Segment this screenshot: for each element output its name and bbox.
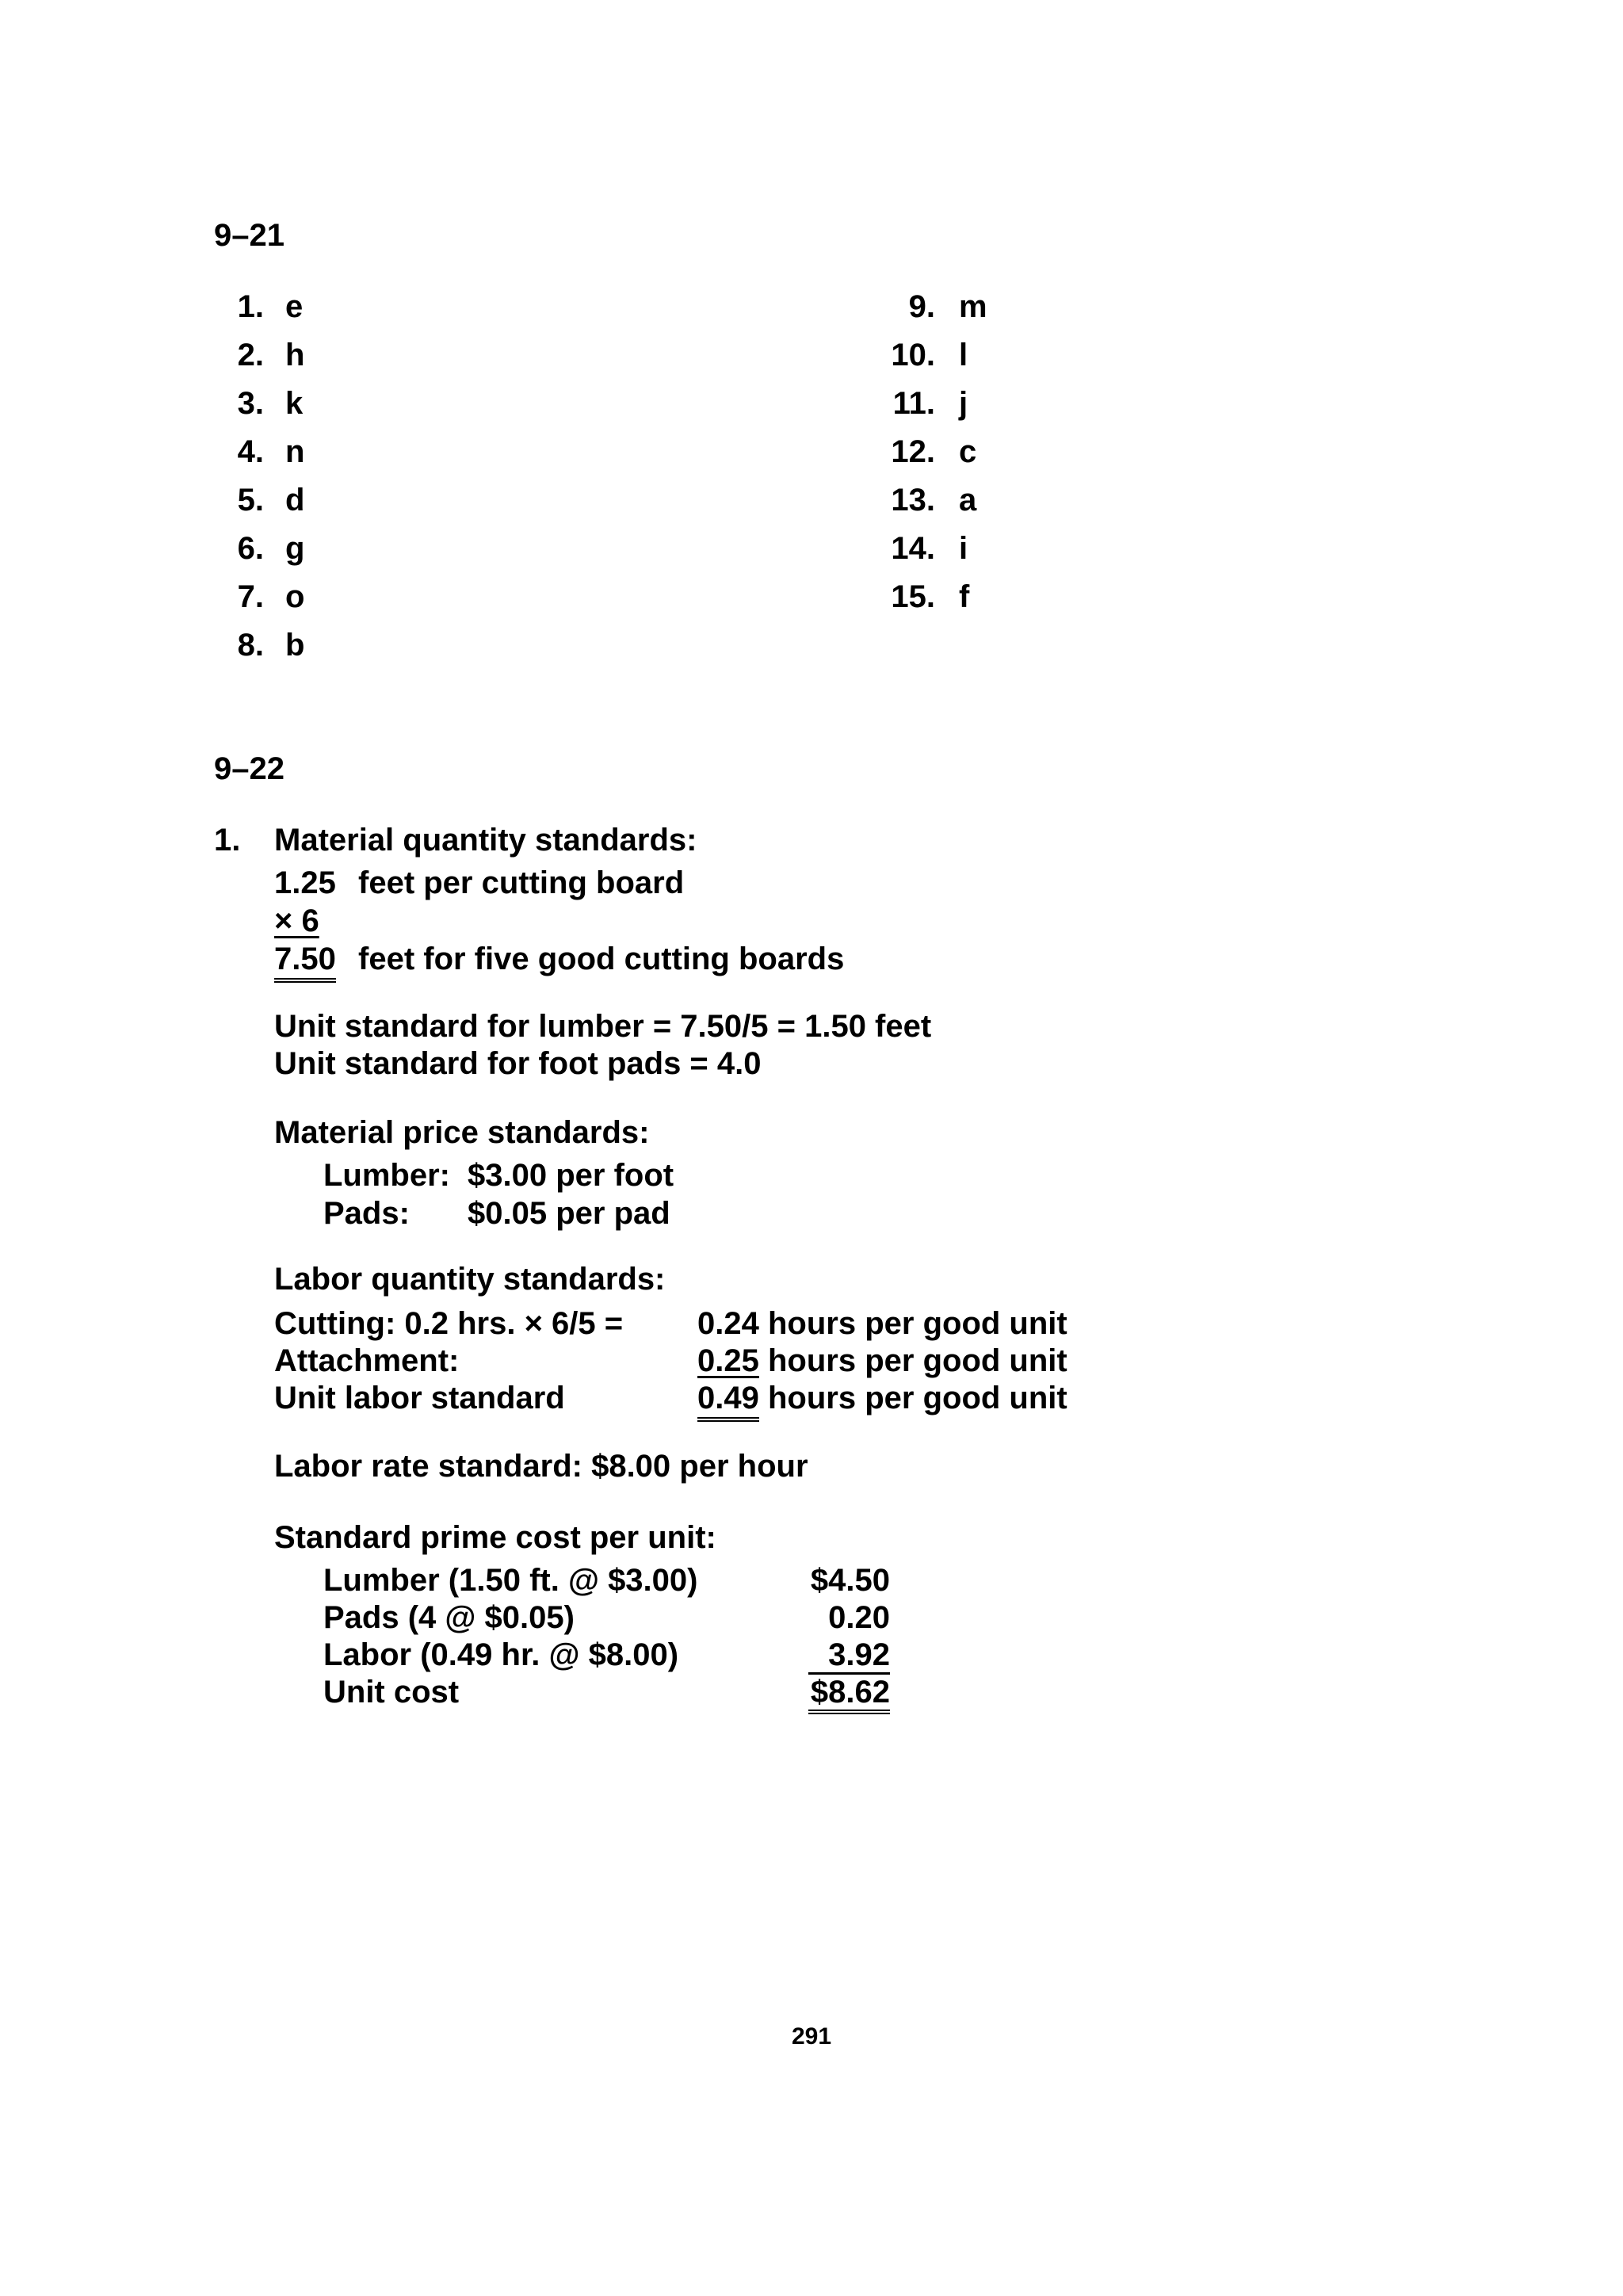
answer-number: 5.: [237, 483, 264, 518]
answer-letter: e: [285, 289, 304, 324]
answer-letter: b: [285, 628, 305, 663]
cost-row-label: Unit cost: [323, 1675, 460, 1710]
calc-line1-text: feet per cutting board: [358, 865, 685, 900]
labor-unit: hours per good unit: [767, 1306, 1067, 1341]
cost-row-value: 3.92: [808, 1639, 890, 1675]
calc-multiplier: × 6: [274, 904, 319, 938]
item-number: 1.: [214, 823, 241, 858]
cost-row-value: $4.50: [810, 1563, 890, 1598]
section-title-9-21: 9–21: [214, 218, 285, 253]
calc-line3-number: [274, 943, 336, 975]
answer-number: 7.: [237, 579, 264, 614]
answer-number: 1.: [237, 289, 264, 324]
unit-cost-total: $8.62: [808, 1676, 890, 1714]
answer-number: 2.: [237, 338, 264, 372]
answer-number: 10.: [891, 338, 935, 372]
cost-row-label: Pads (4 @ $0.05): [323, 1600, 575, 1635]
answer-letter: l: [959, 338, 968, 372]
price-lumber-label: Lumber:: [323, 1158, 450, 1193]
answer-number: 9.: [908, 289, 935, 324]
labor-hours: 0.49: [697, 1381, 759, 1422]
labor-row-label: Attachment:: [274, 1343, 460, 1378]
labor-row-label: Unit labor standard: [274, 1381, 565, 1415]
labor-row-value: [697, 1308, 1067, 1339]
calc-line1-number: 1.25: [274, 865, 336, 900]
answer-letter: d: [285, 483, 305, 518]
labor-row-value: [697, 1382, 1067, 1414]
labor-quantity-heading: Labor quantity standards:: [274, 1262, 666, 1297]
price-pads-value: $0.05 per pad: [468, 1196, 670, 1231]
answer-letter: g: [285, 531, 305, 566]
material-price-heading: Material price standards:: [274, 1115, 650, 1150]
answer-letter: o: [285, 579, 305, 614]
labor-row-label: Cutting: 0.2 hrs. × 6/5 =: [274, 1306, 624, 1341]
answer-letter: n: [285, 434, 305, 469]
answer-letter: h: [285, 338, 305, 372]
answer-letter: f: [959, 579, 970, 614]
answer-letter: j: [959, 386, 968, 421]
answer-letter: c: [959, 434, 977, 469]
section-title-9-22: 9–22: [214, 751, 285, 786]
standard-prime-cost-heading: Standard prime cost per unit:: [274, 1520, 716, 1555]
answer-number: 3.: [237, 386, 264, 421]
price-lumber-value: $3.00 per foot: [468, 1158, 674, 1193]
answer-letter: a: [959, 483, 977, 518]
answer-number: 4.: [237, 434, 264, 469]
material-quantity-heading: Material quantity standards:: [274, 823, 697, 858]
price-pads-label: Pads:: [323, 1196, 410, 1231]
unit-standard-pads: Unit standard for foot pads = 4.0: [274, 1046, 762, 1081]
answer-number: 6.: [237, 531, 264, 566]
calc-line3-text: feet for five good cutting boards: [358, 942, 845, 976]
answer-number: 12.: [891, 434, 935, 469]
cost-row-value: 0.20: [828, 1600, 890, 1635]
cost-row-label: Lumber (1.50 ft. @ $3.00): [323, 1563, 698, 1598]
answer-number: 15.: [891, 579, 935, 614]
page-number: 291: [791, 2023, 832, 2050]
labor-unit: hours per good unit: [767, 1343, 1067, 1378]
labor-rate-standard: Labor rate standard: $8.00 per hour: [274, 1449, 808, 1484]
answer-number: 8.: [237, 628, 264, 663]
answer-number: 13.: [891, 483, 935, 518]
answer-letter: m: [959, 289, 987, 324]
labor-hours: 0.25: [697, 1343, 759, 1378]
calc-result: 7.50: [274, 942, 336, 983]
labor-hours: 0.24: [697, 1306, 759, 1341]
answer-number: 11.: [892, 386, 935, 421]
answer-number: 14.: [891, 531, 935, 566]
calc-line2-multiplier: [274, 905, 319, 937]
labor-unit: hours per good unit: [767, 1381, 1067, 1415]
answer-letter: i: [959, 531, 968, 566]
unit-standard-lumber: Unit standard for lumber = 7.50/5 = 1.50 feet: [274, 1009, 932, 1044]
answer-letter: k: [285, 386, 304, 421]
cost-row-label: Labor (0.49 hr. @ $8.00): [323, 1637, 679, 1672]
labor-row-value: [697, 1345, 1067, 1377]
